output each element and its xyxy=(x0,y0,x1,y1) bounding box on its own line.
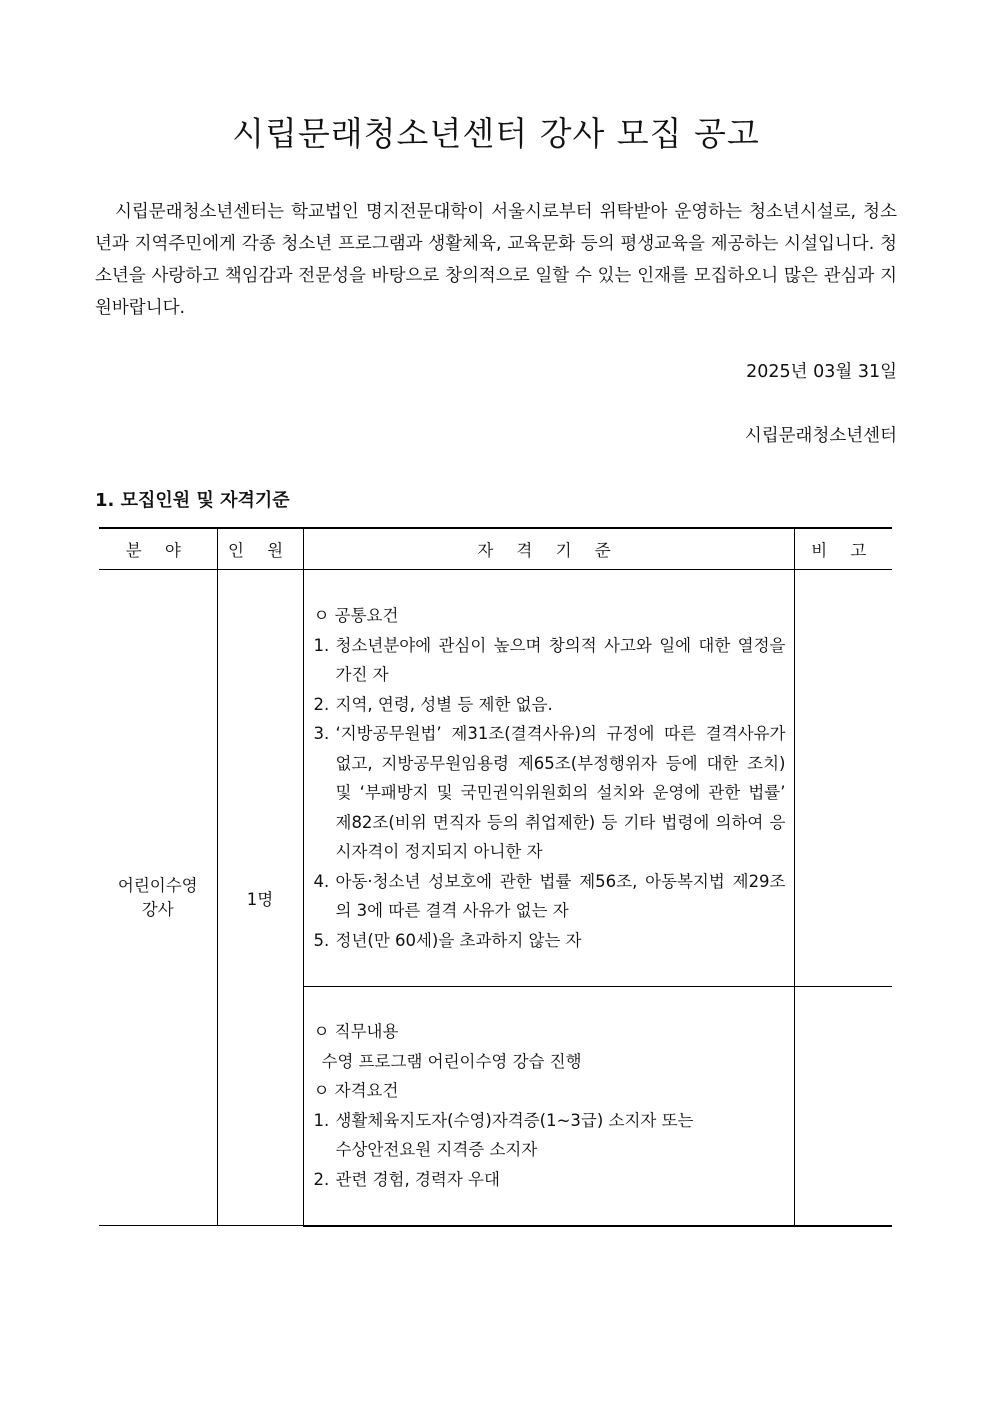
list-item: 5. 정년(만 60세)을 초과하지 않는 자 xyxy=(313,930,582,950)
page-title: 시립문래청소년센터 강사 모집 공고 xyxy=(232,114,760,153)
field-cell xyxy=(99,570,217,1226)
list-item: 2. 관련 경험, 경력자 우대 xyxy=(313,1169,500,1189)
job-requirements-cell xyxy=(303,987,794,1226)
list-item: 4. 아동·청소년 성보호에 관한 법률 제56조, 아동복지법 제29조의 3에 따른 결격 사유가 없는 자 xyxy=(313,871,786,920)
header-field: 분 야 xyxy=(99,528,217,570)
header-qualifications: 자 격 기 준 xyxy=(303,528,794,570)
list-item: 3. ‘지방공무원법’ 제31조(결격사유)의 규정에 따른 결격사유가 없고, 지방공무원임용령 제65조(부정행위자 등에 대한 조치) 및 ‘부패방지 및 국민권익위원회의 설치와 운영에 관한 법률’ 제82조(비위 면직자 등의 취업제한) 등 기타 법령에 의하여 응시자격이 정지되지 아니한 자 xyxy=(313,724,786,861)
job-description-heading: ㅇ 직무내용 xyxy=(313,1022,399,1042)
common-requirements-heading: ㅇ 공통요건 xyxy=(313,606,399,625)
list-item: 1. 생활체육지도자(수영)자격증(1~3급) 소지자 또는 수상안전요원 지격증 소지자 xyxy=(313,1110,694,1160)
recruitment-table xyxy=(99,527,892,1227)
remarks-cell xyxy=(794,570,892,987)
table-row xyxy=(99,570,892,987)
job-description: 수영 프로그램 어린이수영 강습 진행 xyxy=(321,1051,582,1071)
announcement-date: 2025년 03월 31일 xyxy=(746,362,897,382)
header-remarks: 비 고 xyxy=(794,528,892,570)
header-count: 인 원 xyxy=(217,528,303,570)
section-title: 1. 모집인원 및 자격기준 xyxy=(95,490,290,511)
count-cell: 1명 xyxy=(217,570,303,1226)
remarks-cell xyxy=(794,987,892,1226)
common-requirements-cell xyxy=(303,570,794,987)
field-line-2: 강사 xyxy=(141,899,174,919)
field-line-1: 어린이수영 xyxy=(117,875,198,895)
list-item: 2. 지역, 연령, 성별 등 제한 없음. xyxy=(313,694,553,714)
qualification-heading: ㅇ 자격요건 xyxy=(313,1081,399,1101)
list-item: 1. 청소년분야에 관심이 높으며 창의적 사고와 일에 대한 열정을 가진 자 xyxy=(313,635,786,684)
table-header-row xyxy=(99,528,892,570)
organization-name: 시립문래청소년센터 xyxy=(744,426,897,446)
intro-paragraph: 시립문래청소년센터는 학교법인 명지전문대학이 서울시로부터 위탁받아 운영하는 청소년시설로, 청소년과 지역주민에게 각종 청소년 프로그램과 생활체육, 교육문화 등의 평생교육을 제공하는 시설입니다. 청소년을 사랑하고 책임감과 전문성을 바탕으로 창의적으로 일할 수 있는 인재를 모집하오니 많은 관심과 지원바랍니다. xyxy=(95,202,897,318)
